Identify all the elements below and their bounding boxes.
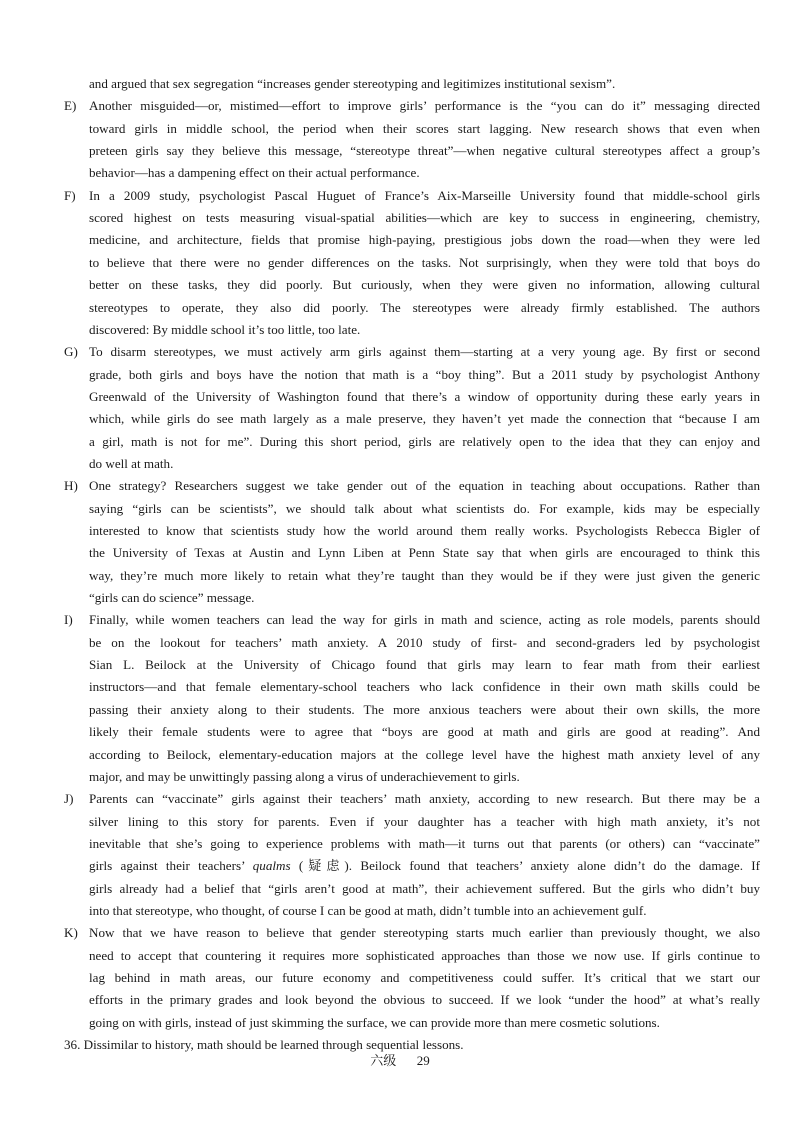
line-text: efforts in the primary grades and look beyond the obvious to succeed. If we look “under the hood” at what’s really xyxy=(89,992,760,1008)
line-text: to believe that there were no gender differences on the tasks. Not surprisingly, when they were told that boys do xyxy=(89,254,760,270)
line-text: grade, both girls and boys have the notion that math is a “boy thing”. But a 2011 study by psychologist Anthony xyxy=(89,366,760,382)
exam-level-label: 六级 xyxy=(370,1053,397,1068)
line-text: “girls can do science” message. xyxy=(89,590,255,606)
paragraph-label: J) xyxy=(64,791,74,807)
line-text: going on with girls, instead of just skimming the surface, we can provide more than mere cosmetic solutions. xyxy=(89,1014,660,1030)
line-text: Now that we have reason to believe that gender stereotyping starts much earlier than previously thought, we also xyxy=(89,925,760,941)
line-text: be on the lookout for teachers’ math anxiety. A 2010 study of first- and second-graders led by psychologist xyxy=(89,634,760,650)
line-text: into that stereotype, who thought, of course I can be good at math, didn’t tumble into an achievement gulf. xyxy=(89,902,647,918)
paragraph-label: G) xyxy=(64,344,78,360)
line-text: toward girls in middle school, the period when their scores start lagging. New research shows that even when xyxy=(89,120,760,136)
line-text: likely their female students were to agree that “boys are good at math and girls are good at reading”. And xyxy=(89,724,760,740)
line-text: the University of Texas at Austin and Lynn Liben at Penn State say that when girls are encouraged to think this xyxy=(89,545,760,561)
line-text: In a 2009 study, psychologist Pascal Huguet of France’s Aix-Marseille University found that middle-school girls xyxy=(89,187,760,203)
line-text: girls already had a belief that “girls aren’t good at math”, their achievement suffered. But the girls who didn’t buy xyxy=(89,880,760,896)
paragraph-label: F) xyxy=(64,187,76,203)
line-text: Sian L. Beilock at the University of Chicago found that girls may learn to fear math from their earliest xyxy=(89,657,760,673)
line-text: which, while girls do see math largely as a male preserve, they haven’t yet made the connection that “because I am xyxy=(89,411,760,427)
line-text: stereotypes to operate, they also did poorly. The stereotypes were already firmly established. The authors xyxy=(89,299,760,315)
line-text: better on these tasks, they did poorly. But curiously, when they were given no information, allowing cultural xyxy=(89,277,760,293)
line-text: discovered: By middle school it’s too little, too late. xyxy=(89,321,361,337)
line-text: Greenwald of the University of Washington found that there’s a window of opportunity during these early years in xyxy=(89,388,760,404)
line-text: lag behind in math areas, our future economy and competitiveness could suffer. It’s critical that we start our xyxy=(89,970,760,985)
line-text: instructors—and that female elementary-school teachers who lack confidence in their own math skills could be xyxy=(89,679,760,695)
line-text: according to Beilock, elementary-education majors at the college level have the highest math anxiety level of any xyxy=(89,746,760,762)
line-text: interested to know that scientists study how the world around them really works. Psychologists Rebecca Bigler of xyxy=(89,523,760,538)
page-number: 29 xyxy=(416,1053,430,1068)
line-text: need to accept that countering it requires more sophisticated approaches than those we now use. If girls continue to xyxy=(89,947,760,963)
line-text: medicine, and architecture, fields that promise high-paying, prestigious jobs down the road—when they were led xyxy=(89,232,760,248)
line-text: girls against their teachers’ qualms (疑虑). Beilock found that teachers’ anxiety alone didn’t do the damage. If xyxy=(89,858,760,874)
line-text: behavior—has a dampening effect on their actual performance. xyxy=(89,165,420,181)
line-text: a girl, math is not for me”. During this short period, girls are relatively open to the idea that they can enjoy and xyxy=(89,433,760,449)
line-text: Another misguided—or, mistimed—effort to improve girls’ performance is the “you can do it” messaging directed xyxy=(89,98,760,114)
line-text: Parents can “vaccinate” girls against their teachers’ math anxiety, according to new research. But there may be a xyxy=(89,791,760,807)
line-text: silver lining to this story for parents. Even if your daughter has a teacher with high math anxiety, it’s not xyxy=(89,813,760,829)
paragraph-label: E) xyxy=(64,98,77,114)
line-text: passing their anxiety along to their students. The more anxious teachers were about their own skills, the more xyxy=(89,701,760,717)
page-footer xyxy=(0,1052,800,1070)
line-text: major, and may be unwittingly passing along a virus of underachievement to girls. xyxy=(89,768,520,784)
line-text: inevitable that she’s going to experience problems with math—it turns out that parents (or others) can “vaccinate” xyxy=(89,835,760,851)
line-text: One strategy? Researchers suggest we take gender out of the equation in teaching about occupations. Rather than xyxy=(89,478,760,494)
line-text: scored highest on tests measuring visual-spatial abilities—which are key to success in engineering, chemistry, xyxy=(89,210,760,226)
line-text: and argued that sex segregation “increases gender stereotyping and legitimizes institutional sexism”. xyxy=(89,76,616,91)
paragraph-label: H) xyxy=(64,478,78,494)
paragraph-label: K) xyxy=(64,925,78,941)
line-text: 36. Dissimilar to history, math should be learned through sequential lessons. xyxy=(64,1037,464,1053)
line-text: way, they’re much more likely to retain what they’re taught than they would be if they were just given the generic xyxy=(89,567,760,583)
paragraph-label: I) xyxy=(64,612,73,628)
line-text: To disarm stereotypes, we must actively arm girls against them—starting at a very young age. By first or second xyxy=(89,344,760,360)
line-text: saying “girls can be scientists”, we should talk about what scientists do. For example, kids may be especially xyxy=(89,500,760,516)
line-text: do well at math. xyxy=(89,455,174,471)
line-text: preteen girls say they believe this message, “stereotype threat”—when negative cultural stereotypes affect a group’s xyxy=(89,143,760,159)
line-text: Finally, while women teachers can lead the way for girls in math and science, acting as role models, parents should xyxy=(89,612,760,628)
